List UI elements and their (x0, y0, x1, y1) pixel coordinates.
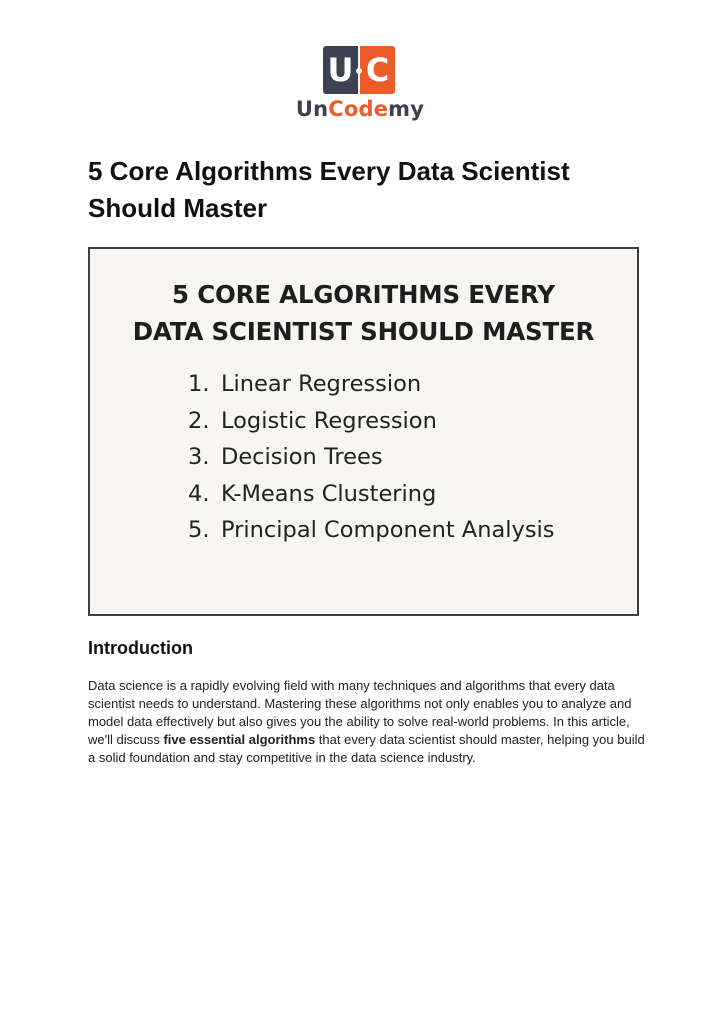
logo-dot (356, 68, 362, 74)
introduction-heading: Introduction (88, 638, 193, 658)
algorithms-infographic (88, 247, 639, 616)
uncodemy-logo (0, 44, 720, 124)
list-item: 4. K-Means Clustering (188, 480, 437, 507)
page-title: 5 Core Algorithms Every Data Scientist Should Master (88, 156, 570, 223)
logo-mark (323, 46, 395, 94)
emphasis-text: five essential algorithms (163, 732, 316, 747)
algorithm-list (188, 366, 555, 549)
logo-wordmark: UnCodemy (295, 97, 425, 121)
logo-letter-c: C (365, 51, 390, 89)
list-item: 2. Logistic Regression (188, 407, 437, 434)
infographic-heading: 5 CORE ALGORITHMS EVERY DATA SCIENTIST SHOULD MASTER (132, 280, 595, 346)
list-item: 5. Principal Component Analysis (188, 517, 555, 543)
list-item: 1. Linear Regression (188, 371, 422, 397)
introduction-paragraph: Data science is a rapidly evolving field with many techniques and algorithms that every data scientist needs to understand. Mastering these algorithms not only enables you to analyze and model data effectively but also gives you the ability to solve real-world problems. In this article, we'll discuss five essential algorithms that every data scientist should master, helping you build a solid foundation and stay competitive in the data science industry. (88, 678, 645, 765)
logo-letter-u: U (327, 51, 354, 89)
list-item: 3. Decision Trees (188, 444, 383, 470)
